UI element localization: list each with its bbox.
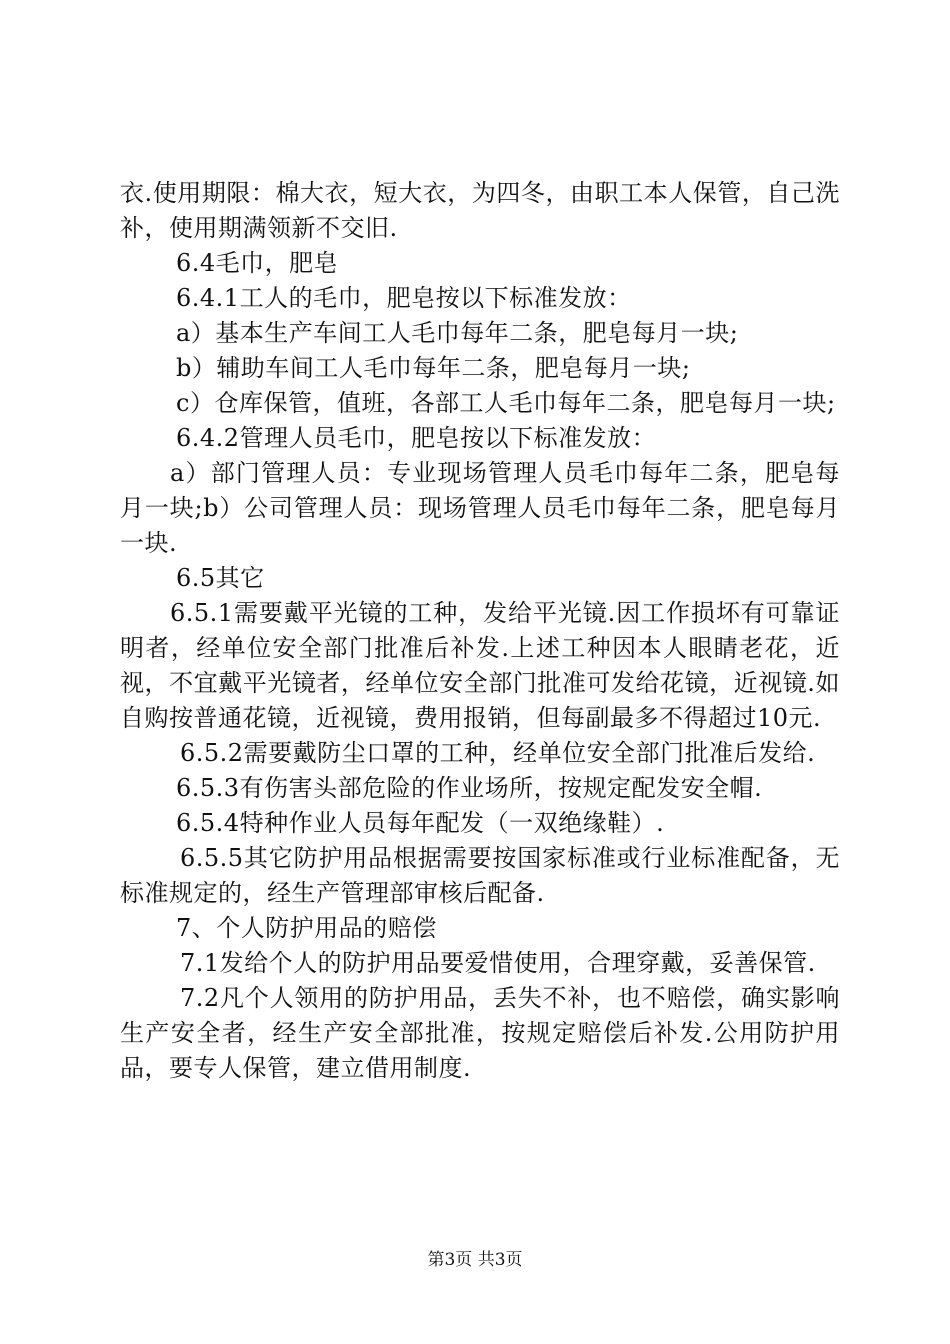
clause-6-4-2-detail: a）部门管理人员：专业现场管理人员毛巾每年二条，肥皂每月一块;b）公司管理人员：现场管理人员毛巾每年二条，肥皂每月一块. bbox=[120, 459, 840, 557]
list-item-c: c）仓库保管，值班，各部工人毛巾每年二条，肥皂每月一块; bbox=[176, 389, 836, 417]
section-heading-6-5: 6.5其它 bbox=[176, 564, 265, 592]
clause-6-5-2: 6.5.2需要戴防尘口罩的工种，经单位安全部门批准后发给. bbox=[180, 739, 816, 767]
clause-7-1: 7.1发给个人的防护用品要爱惜使用，合理穿戴，妥善保管. bbox=[180, 949, 816, 977]
clause-6-5-5: 6.5.5其它防护用品根据需要按国家标准或行业标准配备，无标准规定的，经生产管理部审核后配备. bbox=[120, 844, 840, 907]
clause-6-4-1: 6.4.1工人的毛巾，肥皂按以下标准发放： bbox=[176, 284, 632, 312]
list-item-b: b）辅助车间工人毛巾每年二条，肥皂每月一块; bbox=[176, 354, 691, 382]
page-footer: 第3页 共3页 bbox=[427, 1250, 523, 1270]
list-item-a: a）基本生产车间工人毛巾每年二条，肥皂每月一块; bbox=[176, 319, 739, 347]
clause-6-5-4: 6.5.4特种作业人员每年配发（一双绝缘鞋）. bbox=[176, 809, 665, 837]
paragraph-continuation: 衣.使用期限：棉大衣，短大衣，为四冬，由职工本人保管，自己洗补，使用期满领新不交旧. bbox=[120, 179, 840, 242]
section-heading-6-4: 6.4毛巾，肥皂 bbox=[176, 249, 339, 277]
section-heading-7: 7、个人防护用品的赔偿 bbox=[176, 914, 437, 942]
clause-6-5-1: 6.5.1需要戴平光镜的工种，发给平光镜.因工作损坏有可靠证明者，经单位安全部门批准后补发.上述工种因本人眼睛老花，近视，不宜戴平光镜者，经单位安全部门批准可发给花镜，近视镜.如自购按普通花镜，近视镜，费用报销，但每副最多不得超过10元. bbox=[120, 599, 840, 732]
document-body bbox=[120, 176, 840, 1086]
clause-7-2: 7.2凡个人领用的防护用品，丢失不补，也不赔偿，确实影响生产安全者，经生产安全部批准，按规定赔偿后补发.公用防护用品，要专人保管，建立借用制度. bbox=[120, 984, 840, 1082]
clause-6-5-3: 6.5.3有伤害头部危险的作业场所，按规定配发安全帽. bbox=[176, 774, 763, 802]
clause-6-4-2: 6.4.2管理人员毛巾，肥皂按以下标准发放： bbox=[176, 424, 657, 452]
